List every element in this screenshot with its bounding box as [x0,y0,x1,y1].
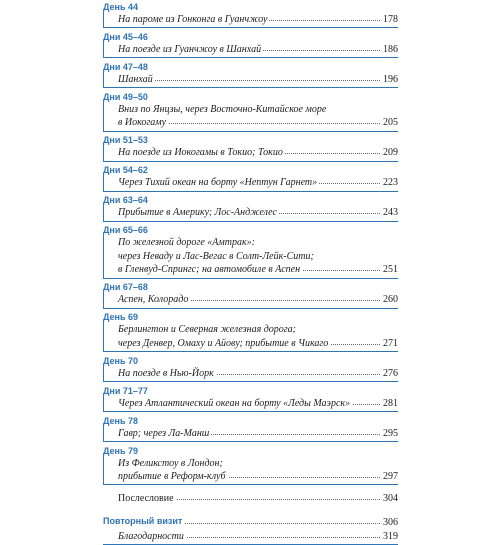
entry-bracket-left [103,396,104,411]
toc-entry-6 [118,176,398,189]
entry-bracket-bottom [103,57,398,58]
page-number: 297 [383,471,398,482]
entry-text: через Денвер, Омаху и Айову; прибытие в Чикаго [118,337,329,349]
entry-bracket-left [103,235,104,277]
section-heading: Повторный визит [103,516,183,526]
entry-bracket-left [103,12,104,27]
toc-entry-4 [118,103,398,116]
entry-bracket-bottom [103,27,398,28]
entry-text: Через Атлантический океан на борту «Леды Маэрск» [118,397,351,409]
entry-bracket-bottom [103,278,398,279]
entry-bracket-bottom [103,308,398,309]
entry-text: По железной дороге «Амтрак»: [118,237,255,249]
entry-bracket-bottom [103,441,398,442]
entry-bracket-left [103,175,104,190]
entry-text: через Неваду и Лас-Вегас в Солт-Лейк-Сити; [118,250,314,262]
page-number: 205 [383,117,398,129]
day-heading: Дни 63–64 [103,195,148,206]
toc-entry-2 [118,43,398,56]
entry-bracket-left [103,426,104,441]
day-heading: Дни 49–50 [103,92,148,102]
page-number: 304 [383,493,398,504]
entry-bracket-bottom [103,131,398,132]
day-heading: Дни 51–53 [103,135,148,146]
entry-text: На пароме из Гонконга в Гуанчжоу [118,14,268,25]
day-heading: Дни 67–68 [103,282,148,293]
entry-text: Через Тихий океан на борту «Нептун Гарнет» [118,177,318,189]
page-number: 223 [383,177,398,189]
toc-entry-10 [118,323,398,336]
page-number: 251 [383,264,398,276]
entry-bracket-left [103,205,104,220]
page-number: 186 [383,44,398,55]
entry-text: На поезде из Иокогамы в Токио; Токио [118,147,283,159]
page-number: 196 [383,74,398,85]
entry-text: в Гленвуд-Спрингс; на автомобиле в Аспен [118,264,301,276]
page-number: 271 [383,337,398,349]
toc-entry-1 [118,13,398,26]
entry-bracket-left [103,322,104,351]
toc-entry-5 [118,146,398,159]
entry-bracket-left [103,145,104,160]
day-heading: День 78 [103,415,139,426]
toc-entry-8 [118,263,398,276]
page-number: 295 [383,427,398,439]
entry-bracket-left [103,456,104,485]
entry-bracket-bottom [103,544,398,545]
entry-bracket-bottom [103,221,398,222]
page-number: 209 [383,147,398,159]
toc-entry-14 [118,470,398,483]
page-number: 281 [383,397,398,409]
entry-text: в Иокогаму [118,117,167,129]
day-heading: Дни 65–66 [103,225,148,236]
entry-text: Прибытие в Америку; Лос-Анджелес [118,207,277,219]
entry-text: Благодарности [118,530,184,542]
page-number: 243 [383,207,398,219]
entry-bracket-bottom [103,411,398,412]
entry-text: На поезде из Гуанчжоу в Шанхай [118,44,262,55]
day-heading: День 44 [103,2,139,12]
toc-entry-9 [118,293,398,306]
toc-entry-11 [118,367,398,380]
page-number: 178 [383,14,398,25]
entry-bracket-left [103,72,104,87]
entry-bracket-bottom [103,87,398,88]
entry-bracket-left [103,102,104,131]
entry-text: Аспен, Колорадо [118,294,189,306]
entry-bracket-bottom [103,484,398,485]
entry-text: Гавр; через Ла-Манш [118,427,210,439]
toc-entry-14 [118,457,398,470]
entry-bracket-bottom [103,161,398,162]
toc-entry-13 [118,427,398,440]
page-number: 306 [383,517,398,528]
entry-text: Берлингтон и Северная железная дорога; [118,324,297,336]
entry-bracket-left [103,366,104,381]
day-heading: День 70 [103,355,139,366]
toc-entry-7 [118,206,398,219]
toc-entry-4 [118,116,398,129]
entry-bracket-bottom [103,381,398,382]
entry-bracket-left [103,292,104,307]
revisit-entry [103,516,398,529]
day-heading: Дни 47–48 [103,62,148,72]
afterword-entry [118,492,398,505]
day-heading: День 79 [103,445,139,456]
toc-entry-10 [118,337,398,350]
day-heading: Дни 54–62 [103,165,148,176]
entry-text: Из Феликстоу в Лондон; [118,457,223,469]
page-number: 276 [383,367,398,379]
entry-bracket-left [103,42,104,57]
page-number: 260 [383,294,398,306]
entry-text: На поезде в Нью-Йорк [118,367,214,379]
day-heading: День 69 [103,312,139,323]
entry-text: Шанхай [118,74,153,85]
day-heading: Дни 71–77 [103,385,148,396]
entry-bracket-bottom [103,191,398,192]
toc-entry-3 [118,73,398,86]
toc-entry-8 [118,236,398,249]
day-heading: Дни 45–46 [103,32,148,42]
entry-bracket-bottom [103,351,398,352]
entry-text: прибытие в Реформ-клуб [118,471,226,482]
leader-dots [118,80,398,81]
entry-text: Послесловие [118,493,174,504]
page-number: 319 [383,530,398,542]
toc-entry-12 [118,397,398,410]
acknowledgements-entry [118,530,398,543]
toc-entry-8 [118,250,398,263]
entry-text: Вниз по Янцзы, через Восточно-Китайское море [118,104,327,115]
